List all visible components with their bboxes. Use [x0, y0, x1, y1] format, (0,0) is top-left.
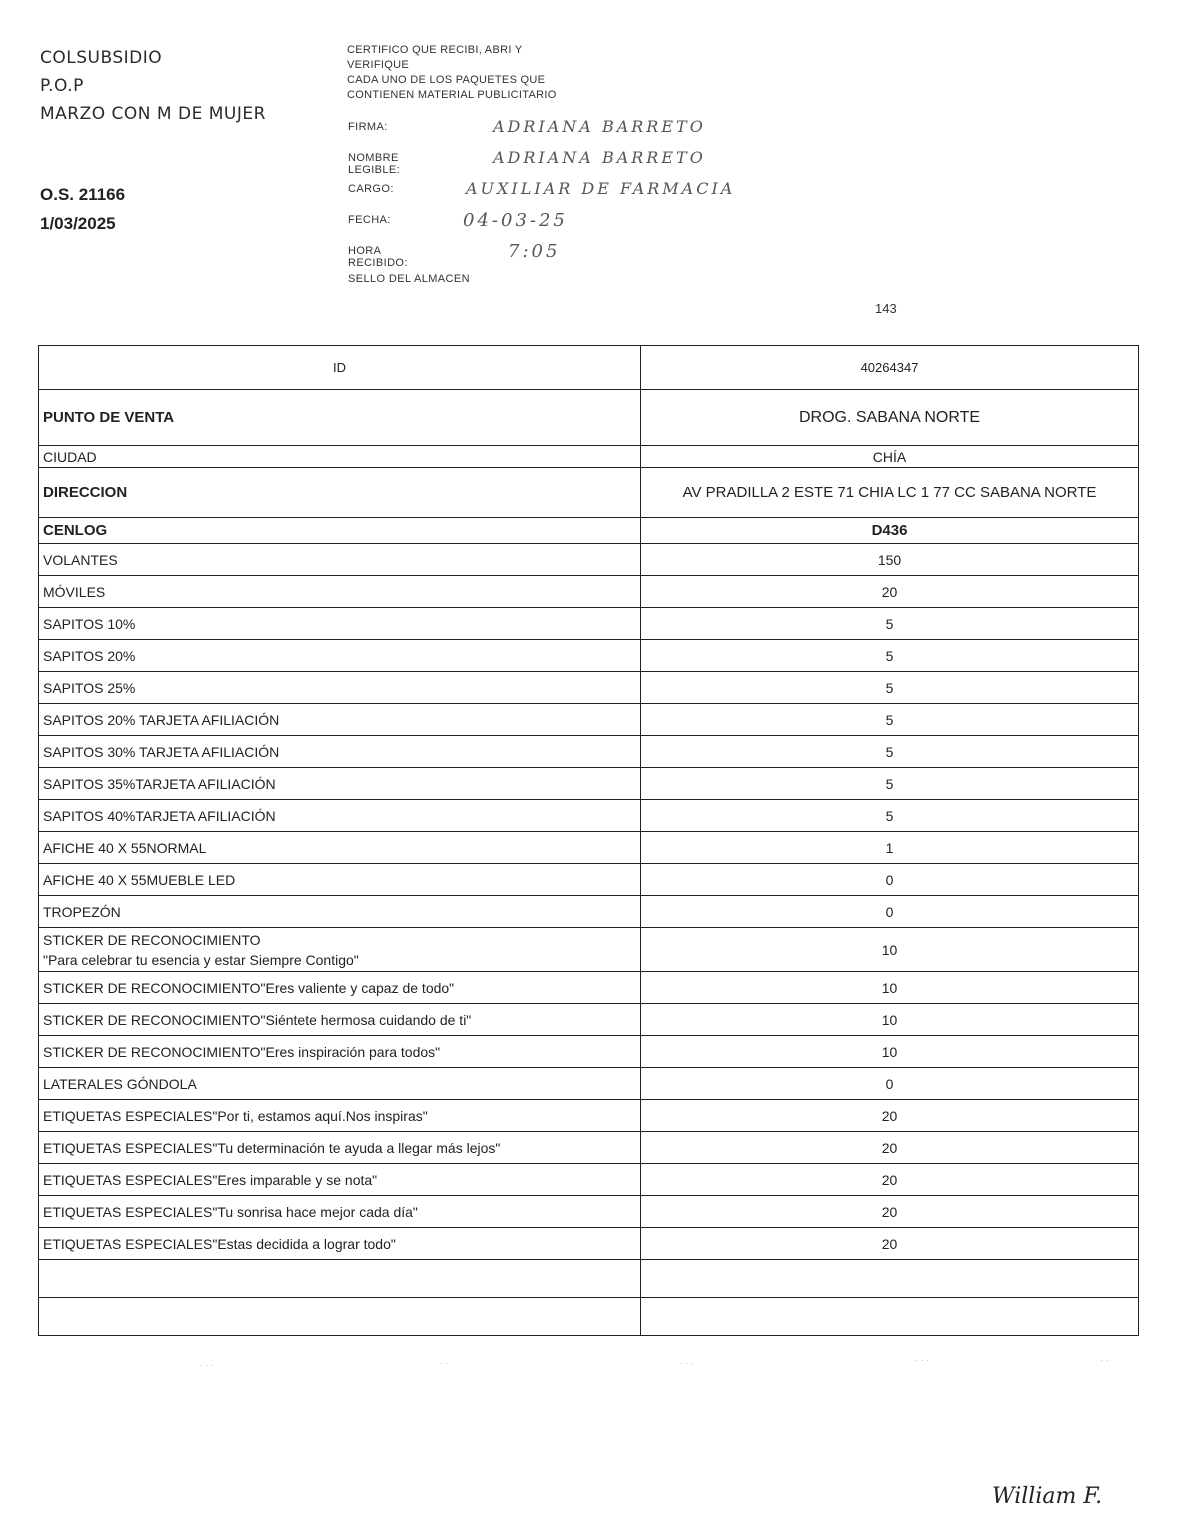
material-table	[38, 345, 1139, 1336]
row-value	[641, 1298, 1139, 1336]
row-value: 20	[641, 1196, 1139, 1228]
row-label: STICKER DE RECONOCIMIENTO"Eres inspiración para todos"	[39, 1036, 641, 1068]
table-row	[39, 1100, 1139, 1132]
row-value: 20	[641, 576, 1139, 608]
table-row	[39, 1132, 1139, 1164]
row-value: 5	[641, 704, 1139, 736]
row-value: 5	[641, 640, 1139, 672]
table-row	[39, 1298, 1139, 1336]
table-row	[39, 1036, 1139, 1068]
scan-noise: · · ·	[680, 1358, 694, 1368]
handwritten-signature: ADRIANA BARRETO	[493, 117, 706, 136]
field-label: NOMBRE LEGIBLE:	[348, 152, 401, 176]
table-row	[39, 1164, 1139, 1196]
field-label: FIRMA:	[348, 121, 388, 133]
row-label: MÓVILES	[39, 576, 641, 608]
field-label: FECHA:	[348, 214, 391, 226]
certificate-text	[347, 43, 557, 103]
bottom-signature: William F.	[992, 1484, 1103, 1509]
table-row	[39, 832, 1139, 864]
row-value: 20	[641, 1132, 1139, 1164]
row-value: D436	[641, 518, 1139, 544]
handwritten-name: ADRIANA BARRETO	[493, 148, 706, 167]
row-label: SAPITOS 20% TARJETA AFILIACIÓN	[39, 704, 641, 736]
table-row	[39, 896, 1139, 928]
scan-noise: · ·	[1100, 1355, 1109, 1365]
header-block	[40, 44, 266, 128]
row-label: SAPITOS 35%TARJETA AFILIACIÓN	[39, 768, 641, 800]
row-value: 1	[641, 832, 1139, 864]
row-label: TROPEZÓN	[39, 896, 641, 928]
material-type: P.O.P	[40, 76, 84, 96]
row-label: SAPITOS 20%	[39, 640, 641, 672]
row-label: CIUDAD	[39, 446, 641, 468]
table-row	[39, 672, 1139, 704]
row-value: 10	[641, 1036, 1139, 1068]
certificate-line: VERIFIQUE	[347, 59, 409, 71]
order-block	[40, 180, 125, 238]
row-label: ETIQUETAS ESPECIALES"Tu determinación te ayuda a llegar más lejos"	[39, 1132, 641, 1164]
row-label: ETIQUETAS ESPECIALES"Estas decidida a lograr todo"	[39, 1228, 641, 1260]
row-value: 5	[641, 768, 1139, 800]
row-value: 5	[641, 736, 1139, 768]
scan-noise: · ·	[440, 1358, 449, 1368]
row-value: 20	[641, 1228, 1139, 1260]
row-label: PUNTO DE VENTA	[39, 390, 641, 446]
row-value: 10	[641, 928, 1139, 972]
field-label: HORA RECIBIDO:	[348, 245, 408, 269]
row-value: 40264347	[641, 346, 1139, 390]
row-value: 0	[641, 1068, 1139, 1100]
table-row	[39, 640, 1139, 672]
row-label	[39, 1260, 641, 1298]
table-row	[39, 736, 1139, 768]
row-value: CHÍA	[641, 446, 1139, 468]
table-row	[39, 390, 1139, 446]
table-row	[39, 768, 1139, 800]
order-date: 1/03/2025	[40, 214, 116, 233]
table-row	[39, 346, 1139, 390]
certificate-line: CONTIENEN MATERIAL PUBLICITARIO	[347, 89, 557, 101]
row-value: AV PRADILLA 2 ESTE 71 CHIA LC 1 77 CC SABANA NORTE	[641, 468, 1139, 518]
row-label: DIRECCION	[39, 468, 641, 518]
table-row	[39, 518, 1139, 544]
table-row	[39, 864, 1139, 896]
row-value: DROG. SABANA NORTE	[641, 390, 1139, 446]
table-row	[39, 800, 1139, 832]
row-label: CENLOG	[39, 518, 641, 544]
row-label: ETIQUETAS ESPECIALES"Por ti, estamos aquí.Nos inspiras"	[39, 1100, 641, 1132]
handwritten-time: 7:05	[508, 241, 561, 262]
row-label	[39, 928, 641, 972]
row-label: ETIQUETAS ESPECIALES"Tu sonrisa hace mejor cada día"	[39, 1196, 641, 1228]
row-label: SAPITOS 30% TARJETA AFILIACIÓN	[39, 736, 641, 768]
row-value: 5	[641, 672, 1139, 704]
row-label: LATERALES GÓNDOLA	[39, 1068, 641, 1100]
row-label: AFICHE 40 X 55NORMAL	[39, 832, 641, 864]
table-row	[39, 928, 1139, 972]
row-label: AFICHE 40 X 55MUEBLE LED	[39, 864, 641, 896]
row-value: 10	[641, 972, 1139, 1004]
row-label: STICKER DE RECONOCIMIENTO"Eres valiente y capaz de todo"	[39, 972, 641, 1004]
table-row	[39, 468, 1139, 518]
field-label: CARGO:	[348, 183, 394, 195]
row-value: 150	[641, 544, 1139, 576]
table-row	[39, 608, 1139, 640]
table-row	[39, 1228, 1139, 1260]
row-value: 10	[641, 1004, 1139, 1036]
row-label: VOLANTES	[39, 544, 641, 576]
page-number: 143	[875, 301, 897, 316]
handwritten-position: AUXILIAR DE FARMACIA	[466, 179, 736, 198]
table-row	[39, 972, 1139, 1004]
row-label	[39, 1298, 641, 1336]
row-label: ETIQUETAS ESPECIALES"Eres imparable y se nota"	[39, 1164, 641, 1196]
row-value: 0	[641, 864, 1139, 896]
table-row	[39, 446, 1139, 468]
table-row	[39, 704, 1139, 736]
scan-noise: · · ·	[915, 1355, 929, 1365]
table-row	[39, 1196, 1139, 1228]
row-label: SAPITOS 10%	[39, 608, 641, 640]
row-label: SAPITOS 40%TARJETA AFILIACIÓN	[39, 800, 641, 832]
row-label-line: "Para celebrar tu esencia y estar Siempre Contigo"	[43, 951, 359, 968]
table-row	[39, 1004, 1139, 1036]
row-value: 20	[641, 1164, 1139, 1196]
order-number: O.S. 21166	[40, 185, 126, 204]
row-label: STICKER DE RECONOCIMIENTO"Siéntete hermosa cuidando de ti"	[39, 1004, 641, 1036]
company-name: COLSUBSIDIO	[40, 48, 163, 68]
table-row	[39, 576, 1139, 608]
table-row	[39, 544, 1139, 576]
row-value: 5	[641, 608, 1139, 640]
row-value: 0	[641, 896, 1139, 928]
row-label: ID	[39, 346, 641, 390]
campaign-name: MARZO CON M DE MUJER	[40, 104, 266, 124]
table-row	[39, 1068, 1139, 1100]
row-value: 20	[641, 1100, 1139, 1132]
warehouse-stamp-label: SELLO DEL ALMACEN	[348, 273, 470, 285]
certificate-line: CADA UNO DE LOS PAQUETES QUE	[347, 74, 546, 86]
certificate-line: CERTIFICO QUE RECIBI, ABRI Y	[347, 44, 523, 56]
table-row	[39, 1260, 1139, 1298]
row-label-line: STICKER DE RECONOCIMIENTO	[43, 931, 261, 948]
handwritten-date: 04-03-25	[463, 210, 568, 231]
row-label: SAPITOS 25%	[39, 672, 641, 704]
row-value	[641, 1260, 1139, 1298]
scan-noise: · · ·	[200, 1360, 214, 1370]
row-value: 5	[641, 800, 1139, 832]
